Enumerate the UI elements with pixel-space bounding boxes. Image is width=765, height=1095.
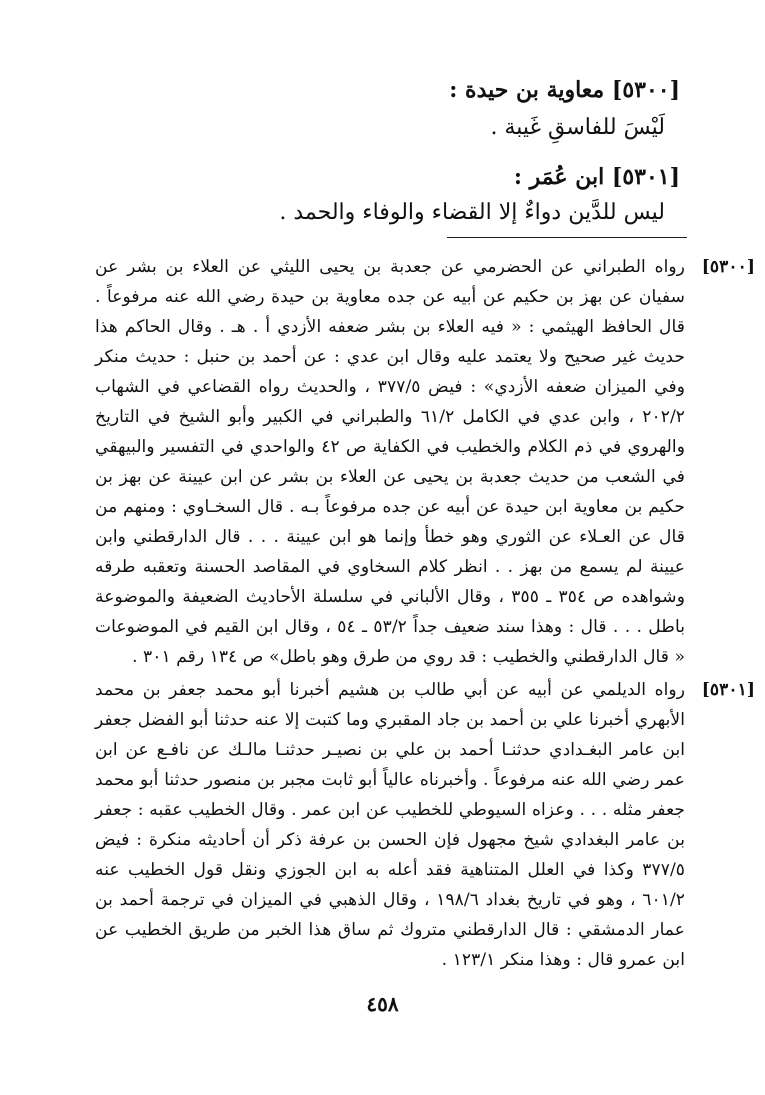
hadith-5300-text: لَيْسَ للفاسقِ غَيبة . bbox=[490, 115, 665, 140]
footnote-5300-number: [٥٣٠٠] bbox=[701, 257, 755, 277]
page-number: ٤٥٨ bbox=[366, 992, 399, 1016]
footnote-5301-number: [٥٣٠١] bbox=[701, 680, 755, 700]
hadith-5301-narrator: ابن عُمَر : bbox=[513, 164, 605, 190]
footnote-separator bbox=[447, 237, 687, 238]
hadith-5300-narrator: معاوية بن حيدة : bbox=[449, 77, 605, 103]
hadith-5300-heading bbox=[60, 75, 680, 105]
hadith-5301-text: ليس للدَّين دواءٌ إلا القضاء والوفاء والحمد . bbox=[279, 200, 665, 225]
hadith-5301-number: [٥٣٠١] bbox=[611, 164, 680, 190]
footnote-5300-text: رواه الطبراني عن الحضرمي عن جعدبة بن يحيى الليثي عن العلاء بن بشر عن سفيان عن بهز بن حكيم عن أبيه عن جده معاوية بن حيدة رضي الله عنه مرفوعاً . قال الحافظ الهيثمي : « فيه العلاء بن بشر ضعفه الأزدي أ . هـ . وقال الحاكم هذا حديث غير صحيح ولا يعتمد عليه وقال ابن عدي : عن أحمد بن حنبل : حديث منكر وفي الميزان ضعفه الأزدي» : فيض ٣٧٧/٥ ، والحديث رواه القضاعي في الشهاب ٢٠٢/٢ ، وابن عدي في الكامل ٦١/٢ والطبراني في الكبير وأبو الشيخ في التاريخ والهروي في ذم الكلام والخطيب في الكفاية ص ٤٢ والواحدي في التفسير والبيهقي في الشعب من حديث جعدبة بن يحيى عن العلاء بن بشر عن ابن عيينة عن بهز بن حكيم بن معاوية ابن حيدة عن أبيه عن جده مرفوعاً بـه . قال السخـاوي : ومنهم من قال عن العـلاء عن الثوري وهو خطأ وإنما هو ابن عيينة . . . قال الدارقطني وابن عيينة لم يسمع من بهز . . انظر كلام السخاوي في المقاصد الحسنة وتعقبه طرقه وشواهده ص ٣٥٤ ـ ٣٥٥ ، وقال الألباني في سلسلة الأحاديث الضعيفة والموضوعة باطل . . . قال : وهذا سند ضعيف جداً ٥٣/٢ ـ ٥٤ ، وقال ابن القيم في الموضوعات « قال الدارقطني والخطيب : قد روي من طرق وهو باطل» ص ١٣٤ رقم ٣٠١ . bbox=[95, 257, 686, 667]
footnote-5301-text: رواه الديلمي عن أبيه عن أبي طالب بن هشيم أخبرنا أبو محمد جعفر بن محمد الأبهري أخبرنا علي بن أحمد بن جاد المقبري وما كتبت إلا عنه حدثنا أبو الفضل جعفر ابن عامر البغـدادي حدثنـا أحمد بن علي بن نصيـر حدثنـا مالـك عن نافـع عن ابن عمر رضي الله عنه مرفوعاً . وأخبرناه عالياً أبو ثابت مجبر بن منصور حدثنا أبو محمد جعفر مثله . . . وعزاه السيوطي للخطيب عن ابن عمر . وقال الخطيب عقبه : جعفر بن عامر البغدادي شيخ مجهول فإن الحسن بن عرفة ذكر أن أحاديثه منكرة : فيض ٣٧٧/٥ وكذا في العلل المتناهية فقد أعله به ابن الجوزي ونقل قول الخطيب عنه ٦٠١/٢ ، وهو في تاريخ بغداد ١٩٨/٦ ، وقال الذهبي في الميزان في ترجمة أحمد بن عمار الدمشقي : قال الدارقطني متروك ثم ساق هذا الخبر من طريق الخطيب عن ابن عمرو قال : وهذا منكر ١٢٣/١ . bbox=[95, 680, 686, 970]
hadith-5300-number: [٥٣٠٠] bbox=[611, 77, 680, 103]
hadith-5301-heading bbox=[60, 162, 680, 192]
